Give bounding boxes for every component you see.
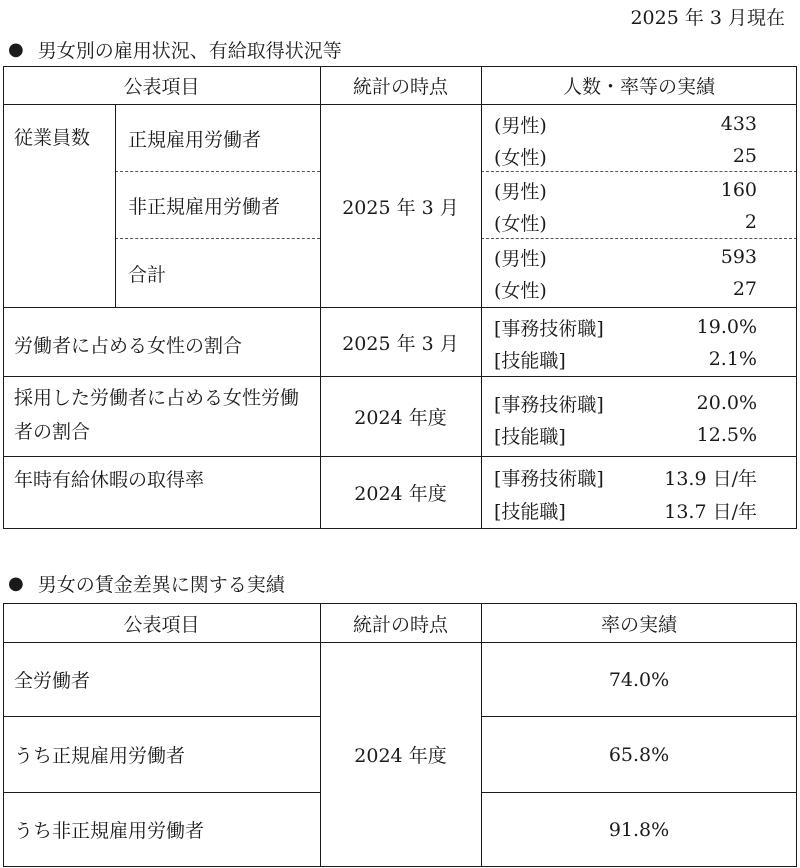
wage-row-label: うち正規雇用労働者 xyxy=(14,745,186,767)
value-tag: (女性) xyxy=(494,212,547,235)
value-number: 2 xyxy=(744,211,757,233)
value-number: 13.7 日/年 xyxy=(664,500,757,523)
wage-row-value: 65.8% xyxy=(608,743,670,766)
wage-period: 2024 年度 xyxy=(354,745,447,767)
bullet-icon: ● xyxy=(8,572,24,594)
value-tag: [事務技術職] xyxy=(494,467,604,490)
value-number: 13.9 日/年 xyxy=(664,467,757,490)
section2-heading xyxy=(8,568,285,598)
bullet-icon: ● xyxy=(8,38,24,60)
leave-rate-label: 年時有給休暇の取得率 xyxy=(14,468,205,491)
wage-row-value: 74.0% xyxy=(608,668,670,691)
header-item: 公表項目 xyxy=(123,613,200,636)
value-tag: (男性) xyxy=(494,247,547,270)
wage-row-label: うち非正規雇用労働者 xyxy=(14,820,205,842)
value-number: 593 xyxy=(720,246,757,268)
section1-heading-text: 男女別の雇用状況、有給取得状況等 xyxy=(37,39,342,62)
value-tag: [事務技術職] xyxy=(494,317,604,340)
regular-workers-label: 正規雇用労働者 xyxy=(128,128,262,151)
hired-women-ratio-period: 2024 年度 xyxy=(354,407,447,429)
value-number: 19.0% xyxy=(696,316,757,338)
employees-label: 従業員数 xyxy=(14,126,91,149)
value-number: 20.0% xyxy=(696,392,757,414)
wage-row-label: 全労働者 xyxy=(14,670,91,692)
value-tag: [技能職] xyxy=(494,425,566,448)
value-tag: (男性) xyxy=(494,180,547,203)
value-tag: (男性) xyxy=(494,114,547,137)
header-period: 統計の時点 xyxy=(352,613,448,636)
value-tag: [技能職] xyxy=(494,349,566,372)
total-label: 合計 xyxy=(128,263,167,286)
value-tag: [事務技術職] xyxy=(494,393,604,416)
employees-period: 2025 年 3 月 xyxy=(342,196,459,219)
header-results: 率の実績 xyxy=(600,613,677,636)
section1-heading xyxy=(8,34,342,64)
women-ratio-label: 労働者に占める女性の割合 xyxy=(14,334,243,357)
value-number: 27 xyxy=(732,278,757,300)
header-period: 統計の時点 xyxy=(352,76,448,98)
value-tag: [技能職] xyxy=(494,500,566,523)
header-item: 公表項目 xyxy=(123,76,200,98)
section2-heading-text: 男女の賃金差異に関する実績 xyxy=(37,573,285,596)
hired-women-ratio-label: 採用した労働者に占める女性労働者の割合 xyxy=(14,387,300,443)
value-tag: (女性) xyxy=(494,279,547,302)
value-number: 433 xyxy=(720,113,757,135)
value-number: 12.5% xyxy=(696,424,757,446)
value-number: 25 xyxy=(732,145,757,167)
header-results: 人数・率等の実績 xyxy=(562,76,715,98)
value-number: 2.1% xyxy=(708,348,757,370)
women-ratio-period: 2025 年 3 月 xyxy=(342,332,459,355)
leave-rate-period: 2024 年度 xyxy=(354,483,447,505)
value-number: 160 xyxy=(720,179,757,201)
nonregular-workers-label: 非正規雇用労働者 xyxy=(128,195,281,218)
as-of-date: 2025 年 3 月現在 xyxy=(630,6,785,29)
value-tag: (女性) xyxy=(494,146,547,169)
wage-row-value: 91.8% xyxy=(608,818,670,841)
